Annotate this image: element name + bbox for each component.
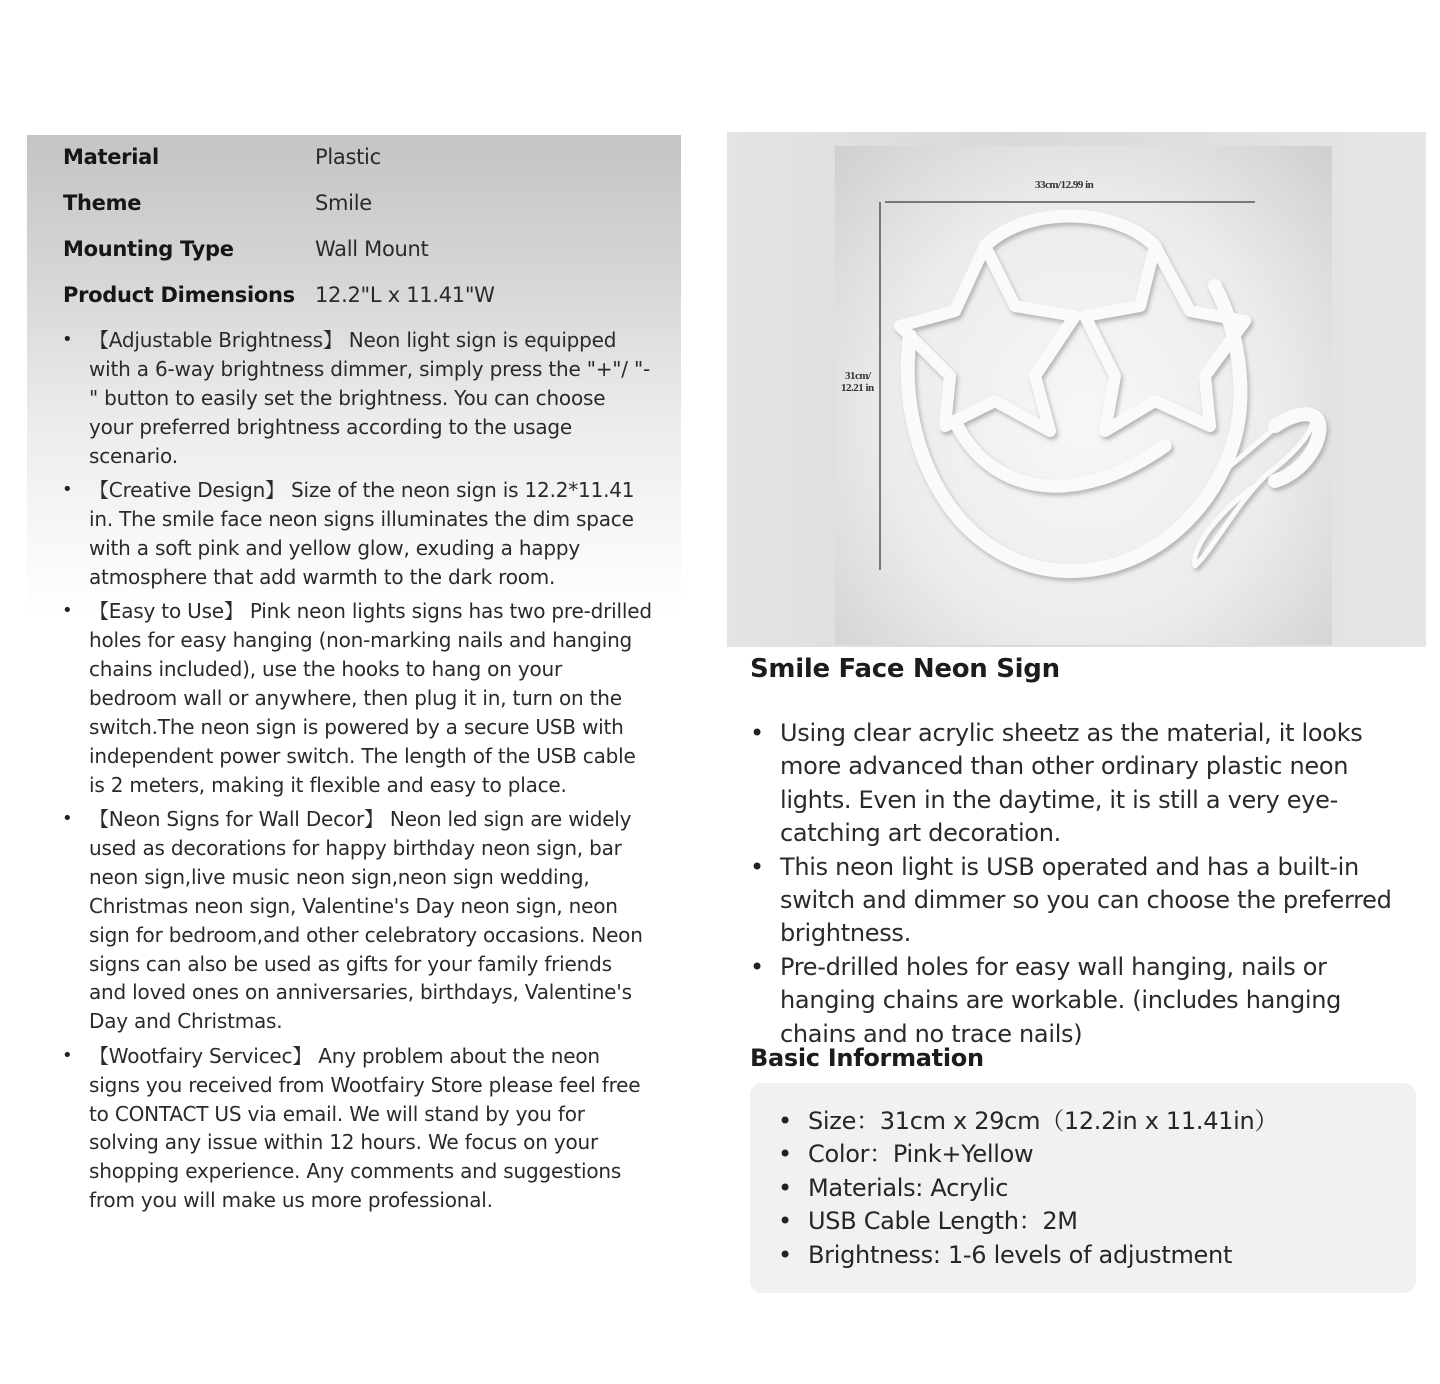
product-spec-table <box>63 134 663 318</box>
feature-bullet-design: • 【Creative Design】 Size of the neon sign is 12.2*11.41 in. The smile face neon signs illuminates the dim space with a soft pink and yellow glow, exuding a happy atmosphere that add warmth to the dark room. <box>62 476 652 592</box>
product-title: Smile Face Neon Sign <box>750 654 1060 684</box>
spec-key: Theme <box>63 191 142 215</box>
spec-value: Wall Mount <box>315 237 429 261</box>
spec-row-theme <box>63 180 663 226</box>
feature-bullet-brightness: • 【Adjustable Brightness】 Neon light sign is equipped with a 6-way brightness dimmer, simply press the "+"/ "-" button to easily set the brightness. You can choose your preferred brightness according to the usage scenario. <box>62 326 652 471</box>
highlight-bullet-holes: • Pre-drilled holes for easy wall hanging, nails or hanging chains are workable. (includes hanging chains and no trace nails) <box>750 951 1420 1051</box>
feature-bullet-easy-to-use: • 【Easy to Use】 Pink neon lights signs has two pre-drilled holes for easy hanging (non-marking nails and hanging chains included), use the hooks to hang on your bedroom wall or anywhere, then plug it in, turn on the switch.The neon sign is powered by a secure USB with independent power switch. The length of the USB cable is 2 meters, making it flexible and easy to place. <box>62 597 652 799</box>
feature-bullet-list <box>62 326 652 1221</box>
basic-info-brightness: • Brightness: 1-6 levels of adjustment <box>778 1239 1278 1272</box>
feature-bullet-service: • 【Wootfairy Servicec】 Any problem about the neon signs you received from Wootfairy Store please feel free to CONTACT US via email. We will stand by you for solving any issue within 12 hours. We focus on your shopping experience. Any comments and suggestions from you will make us more professional. <box>62 1042 652 1215</box>
spec-key: Mounting Type <box>63 237 234 261</box>
basic-information-list <box>778 1105 1278 1272</box>
basic-info-color: • Color：Pink+Yellow <box>778 1138 1278 1171</box>
basic-info-cable-length: • USB Cable Length：2M <box>778 1205 1278 1238</box>
feature-bullet-wall-decor: • 【Neon Signs for Wall Decor】 Neon led sign are widely used as decorations for happy birthday neon sign, bar neon sign,live music neon sign,neon sign wedding, Christmas neon sign, Valentine's Day neon sign, neon sign for bedroom,and other celebratory occasions. Neon signs can also be used as gifts for your family friends and loved ones on anniversaries, birthdays, Valentine's Day and Christmas. <box>62 805 652 1036</box>
highlight-bullet-usb: • This neon light is USB operated and has a built-in switch and dimmer so you can choose the preferred brightness. <box>750 851 1420 951</box>
height-dimension-label-line2: 12.21 in <box>841 382 874 394</box>
highlight-bullet-material: • Using clear acrylic sheetz as the material, it looks more advanced than other ordinary plastic neon lights. Even in the daytime, it is still a very eye-catching art decoration. <box>750 717 1420 851</box>
smile-face-neon-illustration <box>835 146 1332 645</box>
spec-row-mounting-type <box>63 226 663 272</box>
product-image <box>835 146 1332 645</box>
height-dimension-label-line1: 31cm/ <box>845 370 871 382</box>
width-dimension-label: 33cm/12.99 in <box>1035 179 1094 191</box>
highlight-bullet-list <box>750 717 1420 1051</box>
basic-info-size: • Size：31cm x 29cm（12.2in x 11.41in） <box>778 1105 1278 1138</box>
basic-information-heading: Basic Information <box>750 1044 984 1072</box>
basic-info-materials: • Materials: Acrylic <box>778 1172 1278 1205</box>
spec-key: Product Dimensions <box>63 283 295 307</box>
spec-row-product-dimensions <box>63 272 663 318</box>
spec-row-material <box>63 134 663 180</box>
spec-key: Material <box>63 145 159 169</box>
spec-value: 12.2"L x 11.41"W <box>315 283 495 307</box>
spec-value: Plastic <box>315 145 381 169</box>
spec-value: Smile <box>315 191 372 215</box>
